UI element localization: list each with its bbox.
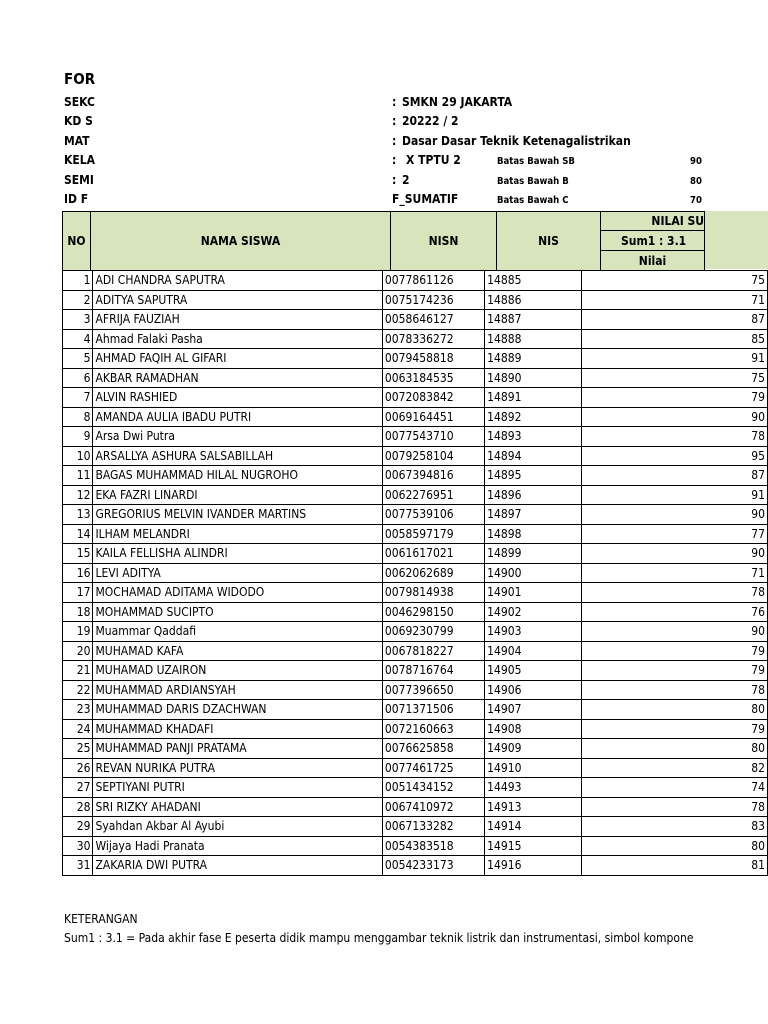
cell-nilai: 79	[581, 388, 767, 408]
meta-colon: :	[392, 95, 397, 109]
cell-no: 12	[63, 485, 93, 505]
table-row	[63, 680, 768, 700]
cell-nis: 14894	[485, 446, 582, 466]
cell-nilai: 85	[581, 329, 767, 349]
table-row	[63, 817, 768, 837]
cell-no: 27	[63, 778, 93, 798]
cell-nisn: 0072160663	[382, 719, 484, 739]
cell-nisn: 0051434152	[382, 778, 484, 798]
cell-no: 8	[63, 407, 93, 427]
meta-value: SMKN 29 JAKARTA	[402, 95, 513, 109]
cell-nisn: 0062276951	[382, 485, 484, 505]
cell-nilai: 87	[581, 466, 767, 486]
cell-nilai: 74	[581, 778, 767, 798]
cell-nama: Syahdan Akbar Al Ayubi	[93, 817, 382, 837]
table-row	[63, 700, 768, 720]
cell-no: 21	[63, 661, 93, 681]
cell-nis: 14886	[485, 290, 582, 310]
cell-nis: 14907	[485, 700, 582, 720]
cell-nama: ZAKARIA DWI PUTRA	[93, 856, 382, 876]
table-row	[63, 583, 768, 603]
meta-value: Dasar Dasar Teknik Ketenagalistrikan	[402, 134, 631, 148]
table-row	[63, 797, 768, 817]
cell-nis: 14903	[485, 622, 582, 642]
cell-nisn: 0077539106	[382, 505, 484, 525]
table-row	[63, 524, 768, 544]
table-row	[63, 563, 768, 583]
meta-colon: :	[392, 114, 397, 128]
cell-nisn: 0075174236	[382, 290, 484, 310]
cell-no: 4	[63, 329, 93, 349]
cell-no: 15	[63, 544, 93, 564]
cell-nama: AMANDA AULIA IBADU PUTRI	[93, 407, 382, 427]
cell-nisn: 0079258104	[382, 446, 484, 466]
cell-nis: 14909	[485, 739, 582, 759]
table-row	[63, 622, 768, 642]
cell-nisn: 0046298150	[382, 602, 484, 622]
cell-no: 7	[63, 388, 93, 408]
cell-nisn: 0067818227	[382, 641, 484, 661]
header-nis: NIS	[496, 211, 601, 271]
cell-nilai: 90	[581, 622, 767, 642]
cell-no: 10	[63, 446, 93, 466]
cell-nilai: 71	[581, 290, 767, 310]
cell-no: 30	[63, 836, 93, 856]
meta-label: KELA	[64, 153, 95, 167]
table-row	[63, 466, 768, 486]
cell-nama: SRI RIZKY AHADANI	[93, 797, 382, 817]
meta-label: ID F	[64, 192, 89, 206]
cell-nama: ADITYA SAPUTRA	[93, 290, 382, 310]
table-row	[63, 271, 768, 291]
cell-no: 19	[63, 622, 93, 642]
table-row	[63, 778, 768, 798]
cell-nisn: 0077461725	[382, 758, 484, 778]
table-row	[63, 349, 768, 369]
cell-nis: 14493	[485, 778, 582, 798]
cell-nilai: 83	[581, 817, 767, 837]
cell-nisn: 0078716764	[382, 661, 484, 681]
meta-value: 20222 / 2	[402, 114, 459, 128]
cell-nis: 14891	[485, 388, 582, 408]
cell-nisn: 0077396650	[382, 680, 484, 700]
cell-nilai: 90	[581, 407, 767, 427]
cell-nama: Muammar Qaddafi	[93, 622, 382, 642]
batas-label: Batas Bawah SB	[497, 156, 575, 167]
cell-nama: MUHAMMAD KHADAFI	[93, 719, 382, 739]
table-row	[63, 290, 768, 310]
table-row	[63, 446, 768, 466]
header-nama: NAMA SISWA	[90, 211, 391, 271]
meta-value: F_SUMATIF	[392, 192, 459, 206]
cell-nilai: 80	[581, 836, 767, 856]
table-row	[63, 310, 768, 330]
table-row	[63, 661, 768, 681]
meta-label: SEKC	[64, 95, 95, 109]
cell-nisn: 0063184535	[382, 368, 484, 388]
keterangan-label: KETERANGAN	[64, 912, 138, 926]
cell-nama: MUHAMMAD ARDIANSYAH	[93, 680, 382, 700]
cell-nisn: 0061617021	[382, 544, 484, 564]
cell-nama: Arsa Dwi Putra	[93, 427, 382, 447]
cell-no: 28	[63, 797, 93, 817]
cell-nama: ARSALLYA ASHURA SALSABILLAH	[93, 446, 382, 466]
cell-nama: LEVI ADITYA	[93, 563, 382, 583]
cell-nama: EKA FAZRI LINARDI	[93, 485, 382, 505]
cell-nisn: 0067410972	[382, 797, 484, 817]
cell-nilai: 79	[581, 661, 767, 681]
cell-nilai: 95	[581, 446, 767, 466]
table-row	[63, 836, 768, 856]
cell-nama: AKBAR RAMADHAN	[93, 368, 382, 388]
meta-label: MAT	[64, 134, 90, 148]
meta-label: KD S	[64, 114, 93, 128]
table-row	[63, 758, 768, 778]
cell-no: 9	[63, 427, 93, 447]
meta-label: SEMI	[64, 173, 94, 187]
table-row	[63, 368, 768, 388]
cell-nama: MOCHAMAD ADITAMA WIDODO	[93, 583, 382, 603]
cell-nama: ALVIN RASHIED	[93, 388, 382, 408]
cell-nisn: 0071371506	[382, 700, 484, 720]
cell-nilai: 78	[581, 797, 767, 817]
cell-nama: Wijaya Hadi Pranata	[93, 836, 382, 856]
cell-nis: 14887	[485, 310, 582, 330]
table-row	[63, 427, 768, 447]
cell-no: 23	[63, 700, 93, 720]
cell-nilai: 90	[581, 505, 767, 525]
cell-nis: 14885	[485, 271, 582, 291]
cell-no: 17	[63, 583, 93, 603]
table-row	[63, 388, 768, 408]
cell-no: 16	[63, 563, 93, 583]
cell-no: 1	[63, 271, 93, 291]
cell-nisn: 0077861126	[382, 271, 484, 291]
cell-nama: AFRIJA FAUZIAH	[93, 310, 382, 330]
cell-nilai: 78	[581, 427, 767, 447]
cell-nisn: 0079458818	[382, 349, 484, 369]
cell-nilai: 81	[581, 856, 767, 876]
cell-nisn: 0058597179	[382, 524, 484, 544]
meta-colon: :	[392, 173, 397, 187]
table-row	[63, 739, 768, 759]
cell-nilai: 90	[581, 544, 767, 564]
cell-nilai: 91	[581, 485, 767, 505]
cell-nis: 14902	[485, 602, 582, 622]
cell-nama: Ahmad Falaki Pasha	[93, 329, 382, 349]
table-row	[63, 602, 768, 622]
cell-nis: 14898	[485, 524, 582, 544]
cell-nilai: 79	[581, 641, 767, 661]
table-row	[63, 544, 768, 564]
batas-label: Batas Bawah C	[497, 195, 569, 206]
cell-nisn: 0062062689	[382, 563, 484, 583]
meta-value: 2	[402, 173, 410, 187]
cell-nama: AHMAD FAQIH AL GIFARI	[93, 349, 382, 369]
cell-nis: 14905	[485, 661, 582, 681]
cell-nis: 14897	[485, 505, 582, 525]
cell-no: 6	[63, 368, 93, 388]
cell-nisn: 0069230799	[382, 622, 484, 642]
cell-nilai: 76	[581, 602, 767, 622]
form-title: FOR	[64, 70, 96, 88]
cell-nilai: 80	[581, 700, 767, 720]
header-sum: Sum1 : 3.1	[600, 230, 705, 251]
cell-nisn: 0054233173	[382, 856, 484, 876]
table-row	[63, 407, 768, 427]
table-row	[63, 505, 768, 525]
cell-nilai: 75	[581, 368, 767, 388]
table-row	[63, 856, 768, 876]
sum-description: Sum1 : 3.1 = Pada akhir fase E peserta didik mampu menggambar teknik listrik dan instrumentasi, simbol kompone	[64, 931, 694, 945]
cell-nama: MUHAMMAD DARIS DZACHWAN	[93, 700, 382, 720]
cell-no: 13	[63, 505, 93, 525]
cell-no: 14	[63, 524, 93, 544]
table-row	[63, 485, 768, 505]
cell-nis: 14916	[485, 856, 582, 876]
cell-no: 2	[63, 290, 93, 310]
cell-no: 31	[63, 856, 93, 876]
batas-value: 70	[690, 195, 702, 206]
cell-nilai: 79	[581, 719, 767, 739]
cell-nama: MUHAMMAD PANJI PRATAMA	[93, 739, 382, 759]
batas-value: 90	[690, 156, 702, 167]
cell-nilai: 80	[581, 739, 767, 759]
cell-nama: MUHAMAD UZAIRON	[93, 661, 382, 681]
cell-nisn: 0058646127	[382, 310, 484, 330]
cell-nis: 14900	[485, 563, 582, 583]
highlight-cell	[705, 211, 768, 269]
cell-nilai: 82	[581, 758, 767, 778]
batas-value: 80	[690, 176, 702, 187]
meta-colon: :	[392, 134, 397, 148]
batas-label: Batas Bawah B	[497, 176, 569, 187]
cell-nisn: 0078336272	[382, 329, 484, 349]
cell-no: 25	[63, 739, 93, 759]
cell-nis: 14910	[485, 758, 582, 778]
cell-no: 20	[63, 641, 93, 661]
cell-nama: GREGORIUS MELVIN IVANDER MARTINS	[93, 505, 382, 525]
cell-nilai: 87	[581, 310, 767, 330]
meta-value: X TPTU 2	[406, 153, 461, 167]
cell-nis: 14914	[485, 817, 582, 837]
student-table	[62, 270, 768, 876]
cell-nama: KAILA FELLISHA ALINDRI	[93, 544, 382, 564]
cell-no: 24	[63, 719, 93, 739]
cell-nama: ILHAM MELANDRI	[93, 524, 382, 544]
cell-nama: MUHAMAD KAFA	[93, 641, 382, 661]
cell-nis: 14908	[485, 719, 582, 739]
table-row	[63, 329, 768, 349]
cell-nis: 14893	[485, 427, 582, 447]
header-nilai-sumatif: NILAI SU	[600, 211, 705, 231]
cell-nilai: 78	[581, 680, 767, 700]
cell-nisn: 0077543710	[382, 427, 484, 447]
cell-nis: 14895	[485, 466, 582, 486]
table-row	[63, 641, 768, 661]
cell-nisn: 0079814938	[382, 583, 484, 603]
cell-nilai: 77	[581, 524, 767, 544]
header-nilai: Nilai	[600, 250, 705, 271]
cell-nisn: 0067133282	[382, 817, 484, 837]
cell-nis: 14899	[485, 544, 582, 564]
cell-nis: 14890	[485, 368, 582, 388]
cell-nis: 14888	[485, 329, 582, 349]
cell-no: 11	[63, 466, 93, 486]
cell-nis: 14896	[485, 485, 582, 505]
cell-nilai: 91	[581, 349, 767, 369]
cell-no: 5	[63, 349, 93, 369]
cell-nama: SEPTIYANI PUTRI	[93, 778, 382, 798]
cell-nis: 14913	[485, 797, 582, 817]
cell-nilai: 78	[581, 583, 767, 603]
cell-nisn: 0072083842	[382, 388, 484, 408]
cell-nisn: 0054383518	[382, 836, 484, 856]
cell-nama: REVAN NURIKA PUTRA	[93, 758, 382, 778]
cell-nis: 14901	[485, 583, 582, 603]
cell-no: 3	[63, 310, 93, 330]
cell-nisn: 0067394816	[382, 466, 484, 486]
cell-nilai: 75	[581, 271, 767, 291]
cell-nisn: 0076625858	[382, 739, 484, 759]
cell-no: 22	[63, 680, 93, 700]
cell-nis: 14915	[485, 836, 582, 856]
cell-no: 29	[63, 817, 93, 837]
meta-colon: :	[392, 153, 397, 167]
cell-no: 26	[63, 758, 93, 778]
cell-nama: MOHAMMAD SUCIPTO	[93, 602, 382, 622]
cell-nilai: 71	[581, 563, 767, 583]
header-nisn: NISN	[390, 211, 497, 271]
cell-nisn: 0069164451	[382, 407, 484, 427]
table-row	[63, 719, 768, 739]
cell-nis: 14889	[485, 349, 582, 369]
cell-nis: 14892	[485, 407, 582, 427]
cell-nis: 14904	[485, 641, 582, 661]
cell-nama: BAGAS MUHAMMAD HILAL NUGROHO	[93, 466, 382, 486]
cell-nis: 14906	[485, 680, 582, 700]
cell-nama: ADI CHANDRA SAPUTRA	[93, 271, 382, 291]
header-no: NO	[62, 211, 91, 271]
cell-no: 18	[63, 602, 93, 622]
